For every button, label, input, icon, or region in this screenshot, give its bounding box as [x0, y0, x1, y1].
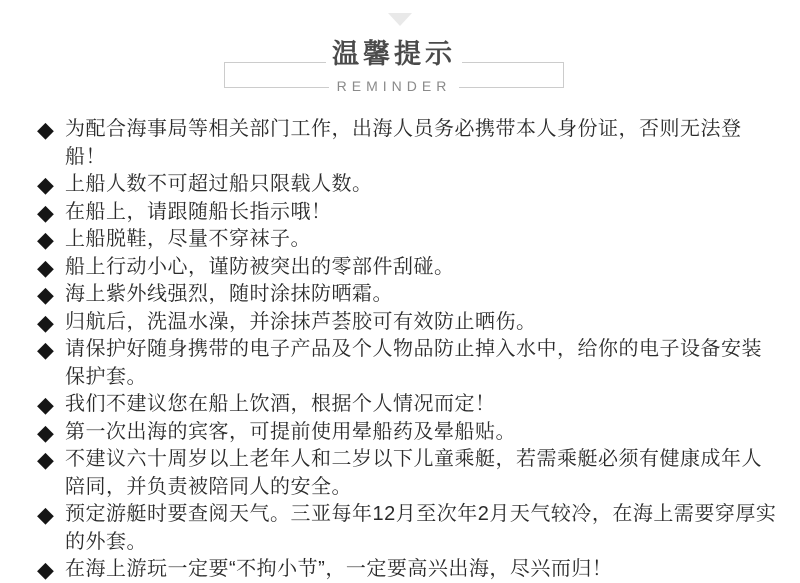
list-item — [37, 116, 777, 171]
reminder-text: 在船上，请跟随船长指示哦！ — [65, 200, 332, 223]
title-row — [224, 40, 564, 68]
reminder-text: 在海上游玩一定要“不拘小节”，一定要高兴出海，尽兴而归！ — [65, 558, 613, 580]
reminder-text: 归航后，洗温水澡，并涂抹芦荟胶可有效防止晒伤。 — [65, 310, 537, 333]
reminder-text: 海上紫外线强烈，随时涂抹防晒霜。 — [65, 283, 393, 305]
subtitle-row — [224, 78, 564, 96]
diamond-bullet-icon: ◆ — [37, 117, 54, 142]
page-title: 温馨提示 — [326, 40, 462, 68]
reminder-text: 不建议六十周岁以上老年人和二岁以下儿童乘艇，若需乘艇必须有健康成年人陪同，并负责被陪同人的安全。 — [65, 448, 762, 498]
diamond-bullet-icon: ◆ — [37, 502, 54, 527]
reminder-text: 请保护好随身携带的电子产品及个人物品防止掉入水中，给你的电子设备安装保护套。 — [65, 338, 762, 388]
list-item — [37, 556, 777, 583]
list-item — [37, 254, 777, 282]
list-item — [37, 281, 777, 309]
diamond-bullet-icon: ◆ — [37, 419, 54, 445]
reminder-list — [37, 116, 777, 583]
reminder-text: 预定游艇时要查阅天气。三亚每年12月至次年2月天气较冷，在海上需要穿厚实的外套。 — [65, 503, 777, 553]
list-item — [37, 446, 777, 501]
diamond-bullet-icon: ◆ — [37, 337, 54, 362]
page-subtitle: REMINDER — [329, 78, 460, 94]
list-item — [37, 309, 777, 337]
header — [224, 38, 564, 96]
reminder-text: 上船人数不可超过船只限载人数。 — [65, 173, 373, 195]
reminder-text: 第一次出海的宾客，可提前使用晕船药及晕船贴。 — [65, 420, 516, 443]
list-item — [37, 226, 777, 254]
diamond-bullet-icon: ◆ — [37, 309, 54, 335]
diamond-bullet-icon: ◆ — [37, 199, 54, 225]
reminder-text: 上船脱鞋，尽量不穿袜子。 — [65, 228, 311, 250]
diamond-bullet-icon: ◆ — [37, 282, 54, 307]
list-item — [37, 501, 777, 556]
diamond-bullet-icon: ◆ — [37, 557, 54, 582]
diamond-bullet-icon: ◆ — [37, 254, 54, 280]
list-item — [37, 419, 777, 447]
diamond-bullet-icon: ◆ — [37, 227, 54, 252]
list-item — [37, 171, 777, 199]
list-item — [37, 391, 777, 419]
diamond-bullet-icon: ◆ — [37, 447, 54, 472]
reminder-text: 为配合海事局等相关部门工作，出海人员务必携带本人身份证，否则无法登船！ — [65, 118, 742, 168]
list-item — [37, 199, 777, 227]
list-item — [37, 336, 777, 391]
diamond-bullet-icon: ◆ — [37, 392, 54, 417]
reminder-text: 船上行动小心，谨防被突出的零部件刮碰。 — [65, 255, 455, 278]
reminder-text: 我们不建议您在船上饮酒，根据个人情况而定！ — [65, 393, 496, 415]
diamond-bullet-icon: ◆ — [37, 172, 54, 197]
chevron-down-icon — [388, 13, 412, 26]
